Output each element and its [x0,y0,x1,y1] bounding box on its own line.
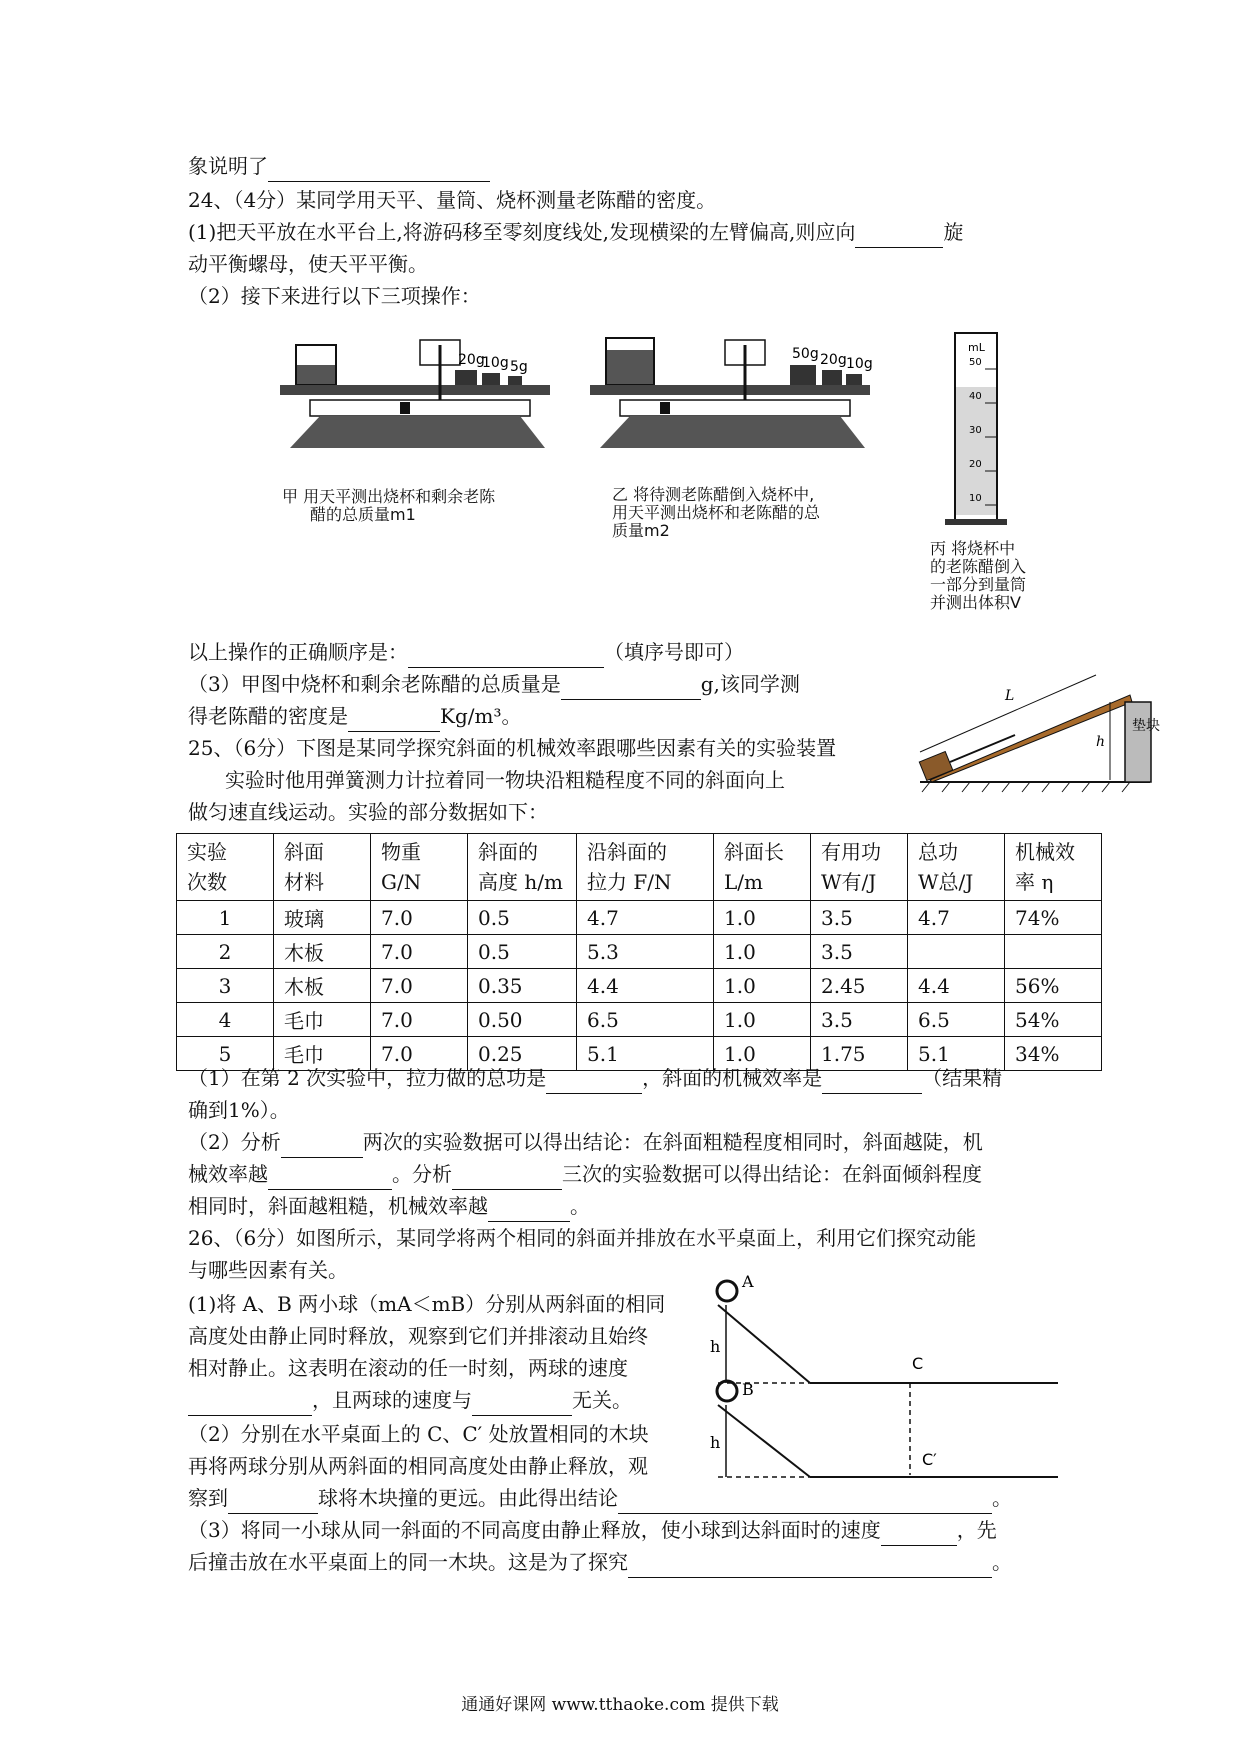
answer-blank[interactable] [268,159,490,182]
q25-s2-text-f: 相同时，斜面越粗糙，机械效率越 [188,1194,488,1218]
height-label: h [710,1433,721,1452]
q24-order-text-b: （填序号即可） [604,640,744,664]
q25-s2-text-g: 。 [570,1194,590,1218]
weight-50g [790,365,816,385]
balance-figure-jia [270,330,560,500]
table-cell: 毛巾 [274,1003,371,1037]
cylinder-base [945,519,1007,525]
top-line-text: 象说明了 [188,154,268,178]
weight-10g [482,373,500,385]
caption-line: 乙 将待测老陈醋倒入烧杯中, [612,485,815,504]
weight-label: 5g [510,359,528,375]
table-cell: 2 [177,935,274,969]
table-cell: 玻璃 [274,901,371,935]
caption-line: 丙 将烧杯中 [930,539,1016,558]
q24-order-text: 以上操作的正确顺序是： [188,640,408,664]
answer-blank[interactable] [228,1491,318,1514]
cylinder-mark: 50 [969,357,982,368]
rider-icon [660,402,670,414]
table-cell: 4 [177,1003,274,1037]
table-cell: 3 [177,969,274,1003]
vinegar-level [297,365,335,384]
point-c-prime-label: C′ [922,1450,937,1469]
q25-line3: 做匀速直线运动。实验的部分数据如下： [188,800,548,824]
q26-p1-text-e: 无关。 [572,1388,632,1412]
table-row [177,969,1102,1003]
answer-blank[interactable] [408,645,604,668]
q25-s1-text-b: ，斜面的机械效率是 [642,1066,823,1090]
table-cell: 木板 [274,969,371,1003]
q26-p2-a: （2）分别在水平桌面上的 C、C′ 处放置相同的木块 [188,1422,649,1446]
table-cell[interactable] [1005,935,1102,969]
q26-p3-text-b: ，先 [956,1518,997,1542]
q25-s1-text-c: （结果精 [922,1066,1003,1090]
table-cell: 34% [1005,1037,1102,1071]
weight-20g [822,370,842,385]
q26-p1-text-d: ，且两球的速度与 [312,1388,472,1412]
q25-s2-cont [188,1158,982,1190]
height-label: h [710,1337,721,1356]
answer-blank[interactable] [452,1167,562,1190]
q25-s1-text: （1）在第 2 次实验中，拉力做的总功是 [188,1066,547,1090]
table-row [177,1003,1102,1037]
caption-line: 并测出体积V [930,593,1021,612]
table-cell: 7.0 [371,1003,468,1037]
q26-title: 26、（6分）如图所示，某同学将两个相同的斜面并排放在水平桌面上，利用它们探究动能 [188,1226,977,1250]
q24-p3-text-c: 得老陈醋的密度是 [188,704,348,728]
q26-p2-text-d: 球将木块撞的更远。由此得出结论 [318,1486,618,1510]
q26-p2-text-e: 。 [992,1486,1012,1510]
table-cell[interactable] [908,935,1005,969]
q26-p1-a: (1)将 A、B 两小球（mA＜mB）分别从两斜面的相同 [188,1292,666,1316]
q24-p3-text: （3）甲图中烧杯和剩余老陈醋的总质量是 [188,672,561,696]
table-header-cell: 有用功 W有/J [811,834,908,901]
table-header-row [177,834,1102,901]
q24-p1-cont: 动平衡螺母，使天平平衡。 [188,252,428,276]
answer-blank[interactable] [488,1199,570,1222]
block-label: 垫块 [1132,718,1160,734]
table-header-cell: 斜面的 高度 h/m [468,834,577,901]
answer-blank[interactable] [561,677,701,700]
answer-blank[interactable] [348,709,440,732]
q26-p3-text-a: （3）将同一小球从同一斜面的不同高度由静止释放，使小球到达斜面时的速度 [188,1518,881,1542]
weight-label: 20g [820,352,847,368]
table-header-cell: 机械效 率 η [1005,834,1102,901]
ball-b-label: B [742,1380,754,1399]
answer-blank[interactable] [268,1167,392,1190]
weight-label: 10g [482,355,509,371]
table-cell: 0.50 [468,1003,577,1037]
table-cell: 5 [177,1037,274,1071]
q24-p3-text-d: Kg/m³。 [440,704,522,728]
rider-icon [400,402,410,414]
wood-block [1125,702,1151,782]
q25-s2-text-d: 。分析 [392,1162,452,1186]
table-cell: 1 [177,901,274,935]
top-line [188,150,490,182]
table-row [177,901,1102,935]
weight-label: 20g [458,352,485,368]
q24-order [188,636,744,668]
L-dimension [920,675,1096,752]
balance-base [600,416,865,448]
table-cell: 74% [1005,901,1102,935]
caption-line: 醋的总质量m1 [310,505,416,524]
caption-line: 质量m2 [612,521,670,540]
q24-p3-cont [188,700,521,732]
table-cell: 1.75 [811,1037,908,1071]
table-cell: 1.0 [714,969,811,1003]
cylinder-mark: 40 [969,391,982,402]
ball-a-label: A [742,1272,754,1291]
q26-p3-c [188,1546,1012,1578]
pan-bar [280,385,550,395]
weight-label: 50g [792,346,819,362]
kinetic-energy-figure [700,1265,1060,1480]
table-header-cell: 物重 G/N [371,834,468,901]
answer-blank[interactable] [281,1135,363,1158]
cylinder-mark: 20 [969,459,982,470]
table-cell: 0.5 [468,901,577,935]
balance-base [290,416,545,448]
q25-s1-cont: 确到1%）。 [188,1098,290,1122]
table-cell: 0.5 [468,935,577,969]
table-cell: 4.4 [577,969,714,1003]
q24-title: 24、（4分）某同学用天平、量筒、烧杯测量老陈醋的密度。 [188,188,717,212]
q26-p1-c: 相对静止。这表明在滚动的任一时刻，两球的速度 [188,1356,628,1380]
caption-yi [612,486,820,540]
table-cell: 5.1 [577,1037,714,1071]
table-cell: 1.0 [714,901,811,935]
answer-blank[interactable] [618,1491,992,1514]
q25-s2-text-b: 两次的实验数据可以得出结论：在斜面粗糙程度相同时，斜面越陡，机 [362,1130,983,1154]
weight-5g [508,376,522,385]
answer-blank[interactable] [472,1393,572,1416]
q25-s2 [188,1126,983,1158]
table-cell: 毛巾 [274,1037,371,1071]
beam-scale [620,400,850,416]
table-cell: 1.0 [714,935,811,969]
pan-bar [590,385,870,395]
ball-b-icon [717,1381,737,1401]
q26-p3-a [188,1514,997,1546]
caption-line: 甲 用天平测出烧杯和剩余老陈 [282,487,496,506]
answer-blank[interactable] [822,1071,922,1094]
table-cell: 3.5 [811,901,908,935]
q25-s2-end [188,1190,590,1222]
q25-line2: 实验时他用弹簧测力计拉着同一物块沿粗糙程度不同的斜面向上 [225,768,785,792]
table-cell: 4.7 [908,901,1005,935]
q24-p3 [188,668,800,700]
table-cell: 5.3 [577,935,714,969]
q25-s2-text-c: 械效率越 [188,1162,268,1186]
table-cell: 0.25 [468,1037,577,1071]
cylinder-mark: 10 [969,493,982,504]
caption-line: 用天平测出烧杯和老陈醋的总 [612,503,821,522]
ground-hatch [922,782,1130,792]
q25-s2-text-e: 三次的实验数据可以得出结论：在斜面倾斜程度 [562,1162,982,1186]
table-row [177,935,1102,969]
L-label: L [1005,688,1015,704]
table-cell: 4.7 [577,901,714,935]
table-cell: 56% [1005,969,1102,1003]
table-cell: 6.5 [577,1003,714,1037]
beam-scale [310,400,530,416]
q24-p3-text-b: g,该同学测 [700,672,800,696]
cylinder-mark: 30 [969,425,982,436]
table-header-cell: 斜面长 L/m [714,834,811,901]
q24-p1-text: (1)把天平放在水平台上,将游码移至零刻度线处,发现横梁的左臂偏高,则应向 [188,220,856,244]
balance-figure-yi [580,330,880,500]
cylinder-figure-bing [945,325,1020,530]
q26-p3-text-c: 后撞击放在水平桌面上的同一木块。这是为了探究 [188,1550,628,1574]
q25-title: 25、（6分）下图是某同学探究斜面的机械效率跟哪些因素有关的实验装置 [188,736,837,760]
vinegar-level [607,350,653,384]
q24-p2: （2）接下来进行以下三项操作： [188,284,481,308]
answer-blank[interactable] [628,1555,992,1578]
q26-p1-d [188,1384,632,1416]
page-footer: 通通好课网 www.tthaoke.com 提供下载 [461,1695,779,1715]
table-cell: 7.0 [371,969,468,1003]
table-cell: 4.4 [908,969,1005,1003]
table-cell: 1.0 [714,1037,811,1071]
answer-blank[interactable] [546,1071,642,1094]
table-cell: 3.5 [811,1003,908,1037]
q24-p1-text-b: 旋 [943,220,964,244]
caption-line: 的老陈醋倒入 [930,557,1027,576]
cylinder-unit: mL [968,341,985,354]
ball-a-icon [717,1281,737,1301]
table-header-cell: 实验 次数 [177,834,274,901]
answer-blank[interactable] [188,1393,312,1416]
q25-s2-text: （2）分析 [188,1130,281,1154]
table-cell: 7.0 [371,935,468,969]
q26-p2-c [188,1482,1012,1514]
caption-bing [930,540,1026,612]
weight-label: 10g [846,356,873,372]
table-cell: 54% [1005,1003,1102,1037]
table-cell: 1.0 [714,1003,811,1037]
caption-line: 一部分到量筒 [930,575,1027,594]
q26-title-cont: 与哪些因素有关。 [188,1258,348,1282]
weight-20g [455,370,477,385]
table-cell: 6.5 [908,1003,1005,1037]
incline-figure [900,650,1160,800]
table-cell: 3.5 [811,935,908,969]
table-cell: 5.1 [908,1037,1005,1071]
q25-s1 [188,1062,1002,1094]
point-c-label: C [912,1354,924,1373]
q26-p2-b: 再将两球分别从两斜面的相同高度处由静止释放，观 [188,1454,648,1478]
h-label: h [1096,734,1106,750]
slope-lower [718,1405,810,1477]
experiment-table [176,833,1102,1071]
slope-upper [718,1305,810,1383]
table-cell: 木板 [274,935,371,969]
answer-blank[interactable] [855,225,943,248]
caption-jia [282,488,495,524]
answer-blank[interactable] [881,1523,957,1546]
q26-p2-text-c: 察到 [188,1486,228,1510]
q26-p1-b: 高度处由静止同时释放，观察到它们并排滚动且始终 [188,1324,648,1348]
table-cell: 2.45 [811,969,908,1003]
table-header-cell: 斜面 材料 [274,834,371,901]
table-cell: 7.0 [371,901,468,935]
q24-p1 [188,216,963,248]
weight-10g [846,374,862,385]
table-cell: 0.35 [468,969,577,1003]
table-cell: 7.0 [371,1037,468,1071]
table-header-cell: 沿斜面的 拉力 F/N [577,834,714,901]
table-header-cell: 总功 W总/J [908,834,1005,901]
q26-p3-text-d: 。 [992,1550,1012,1574]
